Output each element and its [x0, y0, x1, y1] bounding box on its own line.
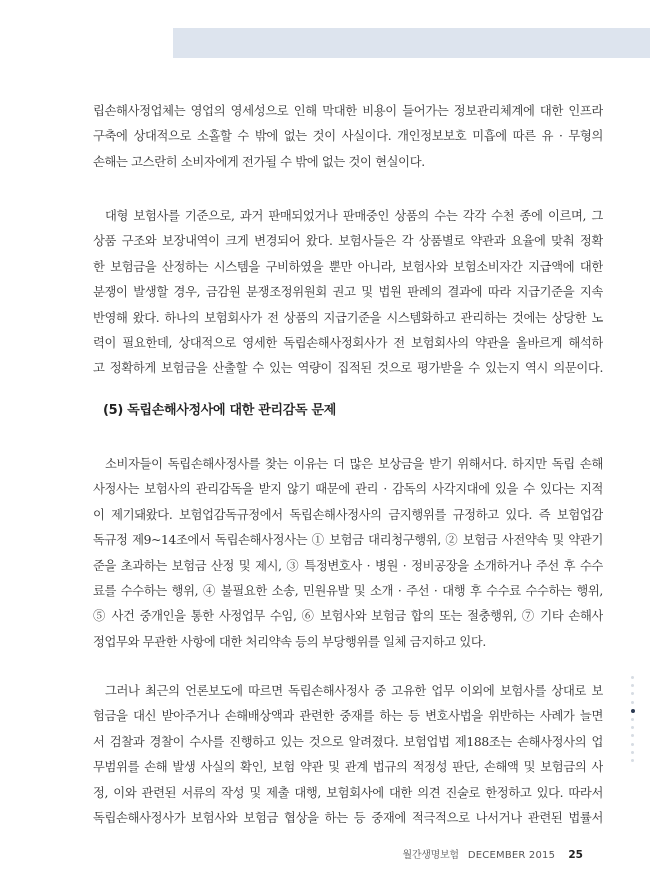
nav-dot [631, 743, 634, 746]
magazine-name: 월간생명보험 [402, 850, 459, 861]
text-line: 준을 초과하는 보험금 산정 및 제시, ③ 특정변호사 · 병원 · 정비공장을 소개하거나 주선 후 수수 [93, 558, 603, 573]
section-heading: (5) 독립손해사정사에 대한 관리감독 문제 [103, 403, 337, 418]
text-line: 서 검찰과 경찰이 수사를 진행하고 있는 것으로 알려졌다. 보험업법 제188조는 손해사정사의 업 [93, 734, 603, 749]
paragraph-3 [93, 452, 603, 655]
text-line: 대형 보험사를 기준으로, 과거 판매되었거나 판매중인 상품의 수는 각각 수천 종에 이르며, 그 [105, 209, 603, 223]
nav-dot [631, 726, 634, 729]
text-line: 상품 구조와 보장내역이 크게 변경되어 왔다. 보험사들은 각 상품별로 약관과 요율에 맞춰 정확 [93, 234, 603, 249]
text-line: 고 정확하게 보험금을 산출할 수 있는 역량이 집적된 것으로 평가받을 수 있는지 역시 의문이다. [93, 361, 603, 376]
paragraph-4 [93, 679, 603, 831]
paragraph-1 [93, 99, 603, 175]
text-line: 험금을 대신 받아주거나 손해배상액과 관련한 중재를 하는 등 변호사법을 위반하는 사례가 늘면 [93, 709, 603, 724]
text-line: 료를 수수하는 행위, ④ 불필요한 소송, 민원유발 및 소개 · 주선 · 대행 후 수수료 수수하는 행위, [93, 583, 603, 598]
text-line: 소비자들이 독립손해사정사를 찾는 이유는 더 많은 보상금을 받기 위해서다. 하지만 독립 손해 [105, 457, 603, 471]
page-nav-dots [631, 676, 635, 762]
text-line: 한 보험금을 산정하는 시스템을 구비하였을 뿐만 아니라, 보험사와 보험소비자간 지급액에 대한 [93, 259, 603, 274]
text-line: 력이 필요한데, 상대적으로 영세한 독립손해사정회사가 전 보험회사의 약관을 올바르게 해석하 [93, 335, 603, 350]
nav-dot [631, 676, 634, 679]
text-line: 분쟁이 발생할 경우, 금감원 분쟁조정위원회 권고 및 법원 판례의 결과에 따라 지급기준을 지속 [93, 285, 603, 300]
text-line: 그러나 최근의 언론보도에 따르면 독립손해사정사 중 고유한 업무 이외에 보험사를 상대로 보 [105, 684, 603, 698]
text-line: 독규정 제9~14조에서 독립손해사정사는 ① 보험금 대리청구행위, ② 보험금 사전약속 및 약관기 [93, 533, 603, 548]
nav-dot [631, 692, 634, 695]
text-line: 구축에 상대적으로 소홀할 수 밖에 없는 것이 사실이다. 개인정보보호 미흡에 따른 유 · 무형의 [93, 129, 603, 144]
nav-dot [631, 734, 634, 737]
nav-dot [631, 684, 634, 687]
nav-dot [631, 718, 634, 721]
text-line: 반영해 왔다. 하나의 보험회사가 전 상품의 지급기준을 시스템화하고 관리하는 것에는 상당한 노 [93, 310, 603, 325]
header-band [173, 28, 650, 58]
text-line: 정업무와 무관한 사항에 대한 처리약속 등의 부당행위를 일체 금지하고 있다. [93, 634, 486, 649]
text-line: 정, 이와 관련된 서류의 작성 및 제출 대행, 보험회사에 대한 의견 진술로 한정하고 있다. 따라서 [93, 785, 603, 800]
text-line: 립손해사정업체는 영업의 영세성으로 인해 막대한 비용이 들어가는 정보관리체계에 대한 인프라 [93, 104, 603, 118]
nav-dot-active [631, 709, 635, 713]
issue-date: DECEMBER 2015 [467, 850, 556, 861]
text-line: 독립손해사정사가 보험사와 보험금 협상을 하는 등 중재에 적극적으로 나서거나 관련된 법률서 [93, 810, 603, 825]
text-line: 이 제기돼왔다. 보험업감독규정에서 독립손해사정사의 금지행위를 규정하고 있다. 즉 보험업감 [93, 507, 603, 522]
page-number: 25 [568, 849, 583, 861]
page-footer [403, 846, 583, 861]
text-line: 손해는 고스란히 소비자에게 전가될 수 밖에 없는 것이 현실이다. [93, 154, 425, 169]
nav-dot [631, 759, 634, 762]
nav-dot [631, 751, 634, 754]
text-line: ⑤ 사건 중개인을 통한 사정업무 수임, ⑥ 보험사와 보험금 합의 또는 절충행위, ⑦ 기타 손해사 [93, 609, 603, 624]
text-line: 사정사는 보험사의 관리감독을 받지 않기 때문에 관리 · 감독의 사각지대에 있을 수 있다는 지적 [93, 482, 603, 497]
paragraph-2 [93, 204, 603, 382]
nav-dot [631, 701, 634, 704]
text-line: 무범위를 손해 발생 사실의 확인, 보험 약관 및 관계 법규의 적정성 판단, 손해액 및 보험금의 사 [93, 760, 603, 775]
